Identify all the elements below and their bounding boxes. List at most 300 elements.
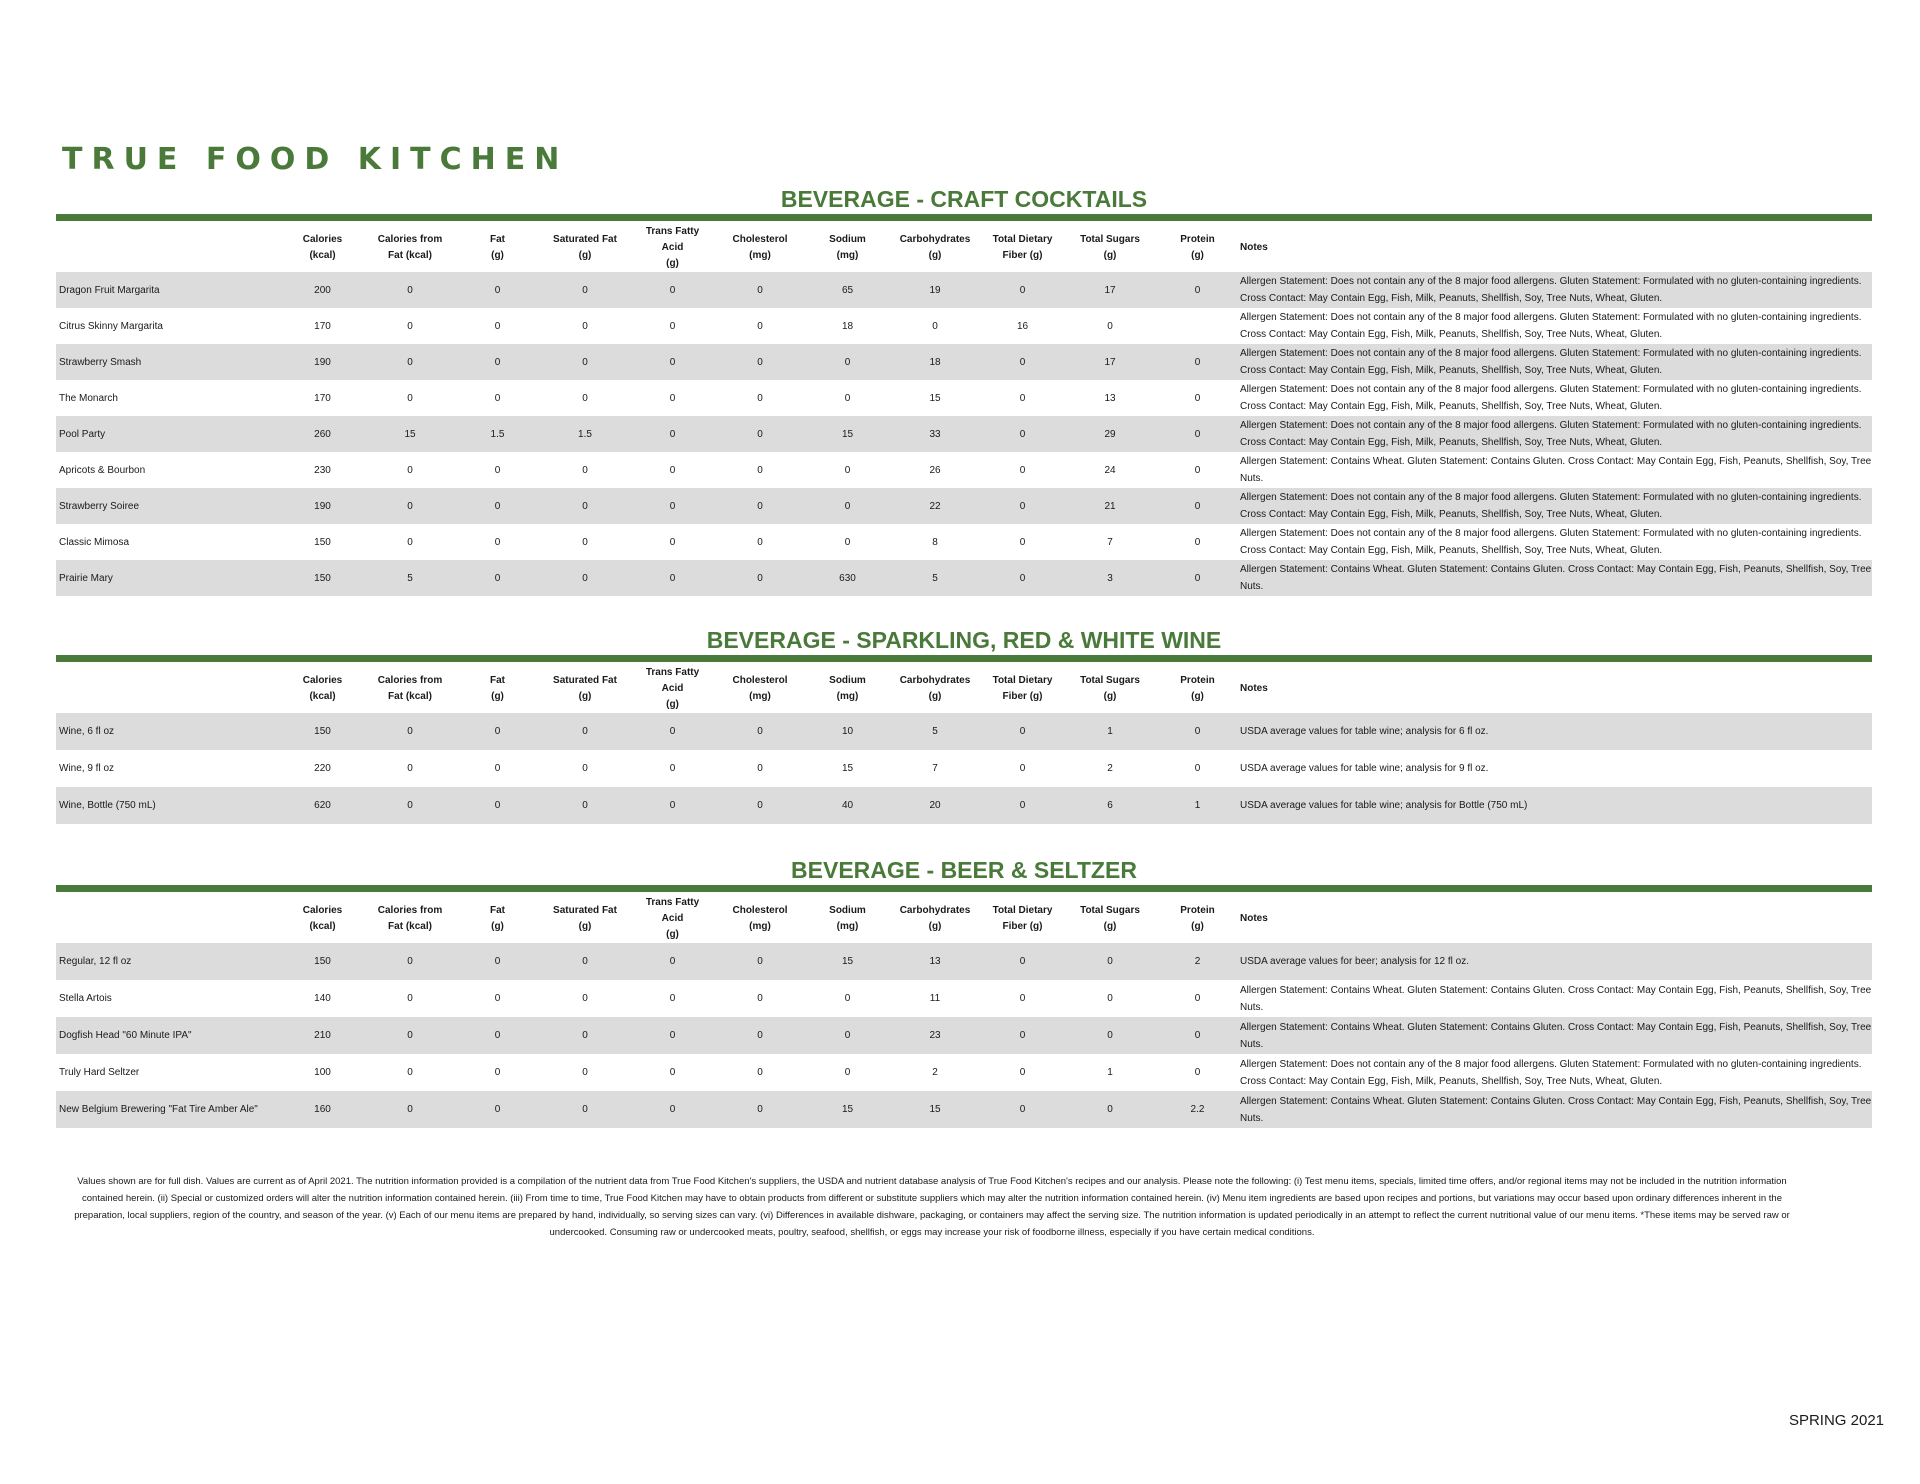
nutrient-value: 0	[1159, 272, 1236, 308]
nutrient-value: 18	[886, 344, 984, 380]
nutrient-value: 0	[361, 787, 459, 824]
nutrient-value: 0	[1194, 763, 1201, 774]
nutrient-value: 0	[1194, 464, 1201, 476]
nutrient-value: 0	[494, 320, 501, 332]
column-header-unit: (kcal)	[309, 250, 336, 261]
nutrient-value: 0	[634, 1017, 711, 1054]
nutrition-table	[56, 665, 1872, 824]
nutrient-value: 15	[929, 392, 941, 404]
section-divider	[56, 655, 1872, 662]
nutrient-value: 0	[1061, 943, 1159, 980]
nutrient-value: 0	[494, 392, 501, 404]
nutrient-value: 0	[844, 536, 851, 548]
notes-header: Notes	[1240, 913, 1268, 924]
nutrient-value: 0	[809, 488, 886, 524]
nutrient-value: 0	[1159, 488, 1236, 524]
nutrient-value: 0	[634, 787, 711, 824]
nutrient-value: 0	[459, 787, 536, 824]
nutrient-value: 0	[1107, 993, 1113, 1004]
item-name: Strawberry Smash	[56, 344, 284, 380]
table-row	[56, 416, 1872, 452]
nutrient-value: 0	[711, 787, 809, 824]
item-name: Citrus Skinny Margarita	[59, 320, 163, 332]
column-header-line: Cholesterol	[732, 675, 788, 686]
nutrient-value: 0	[494, 993, 501, 1004]
item-name: Wine, Bottle (750 mL)	[56, 787, 284, 824]
item-header	[56, 224, 284, 272]
nutrient-value: 0	[984, 713, 1061, 750]
nutrient-value: 2.2	[1159, 1091, 1236, 1128]
column-header	[536, 224, 634, 272]
column-header	[459, 895, 536, 943]
nutrient-value: 1	[1107, 1067, 1113, 1078]
nutrient-value: 0	[459, 1017, 536, 1054]
column-header-line: Total Dietary	[992, 234, 1053, 245]
column-header-line: Calories from	[377, 905, 443, 916]
nutrient-value: 0	[536, 1017, 634, 1054]
nutrient-value: 0	[536, 488, 634, 524]
column-header	[361, 895, 459, 943]
nutrient-value: 18	[841, 320, 854, 332]
item-name: Stella Artois	[59, 993, 112, 1004]
nutrient-value: 0	[536, 943, 634, 980]
table-row	[56, 980, 1872, 1017]
table-row	[56, 560, 1872, 596]
column-header-line: Cholesterol	[732, 905, 788, 916]
nutrient-value: 150	[314, 536, 331, 548]
nutrient-value: 5	[886, 713, 984, 750]
nutrient-value: 0	[1019, 1067, 1026, 1078]
nutrient-value: 1.5	[536, 416, 634, 452]
column-header-unit: (g)	[578, 250, 592, 261]
nutrient-value: 6	[1061, 787, 1159, 824]
column-header-unit: (g)	[1191, 921, 1204, 932]
nutrient-value: 620	[284, 787, 361, 824]
column-header-unit: (g)	[928, 250, 942, 261]
column-header-unit: (g)	[578, 921, 592, 932]
column-header	[711, 665, 809, 713]
section-title: BEVERAGE - BEER & SELTZER	[791, 857, 1137, 883]
nutrient-value: 0	[407, 536, 413, 548]
nutrient-value: 0	[711, 416, 809, 452]
column-header-unit: (g)	[1103, 250, 1117, 261]
nutrient-value: 24	[1104, 464, 1116, 476]
column-header	[809, 224, 886, 272]
column-header	[984, 665, 1061, 713]
column-header-line: Calories from	[377, 675, 443, 686]
column-header	[634, 224, 711, 272]
column-header-unit: (mg)	[836, 250, 859, 261]
item-notes: USDA average values for beer; analysis for 12 fl oz.	[1236, 943, 1872, 980]
nutrient-value: 140	[314, 993, 331, 1004]
item-notes: Allergen Statement: Does not contain any of the 8 major food allergens. Gluten Statement: Formulated with no gluten-containing ingredients. Cross Contact: May Contain Egg, Fish, Milk, Peanuts, Shellfish, Soy, Tree Nuts, Wheat, Gluten.	[1240, 1058, 1862, 1087]
nutrient-value: 22	[886, 488, 984, 524]
nutrient-value: 0	[711, 713, 809, 750]
column-header	[1159, 665, 1236, 713]
column-header-line: Calories	[302, 234, 343, 245]
nutrient-value: 16	[1016, 320, 1029, 332]
nutrient-value: 15	[809, 416, 886, 452]
column-header	[984, 224, 1061, 272]
nutrient-value: 0	[1159, 1017, 1236, 1054]
nutrient-value: 0	[536, 713, 634, 750]
item-name: Prairie Mary	[56, 560, 284, 596]
nutrient-value: 0	[634, 713, 711, 750]
column-header-line: Trans Fatty Acid	[645, 667, 700, 694]
item-notes: Allergen Statement: Does not contain any of the 8 major food allergens. Gluten Statement: Formulated with no gluten-containing ingredients. Cross Contact: May Contain Egg, Fish, Milk, Peanuts, Shellfish, Soy, Tree Nuts, Wheat, Gluten.	[1236, 272, 1872, 308]
column-header-unit: (g)	[491, 691, 504, 702]
header-row	[56, 224, 1872, 272]
column-header-line: Fat	[490, 905, 505, 916]
nutrient-value: 7	[932, 763, 938, 774]
nutrient-value: 0	[757, 320, 763, 332]
nutrient-value: 8	[932, 536, 938, 548]
season-label: SPRING 2021	[1788, 1412, 1884, 1429]
column-header-unit: (kcal)	[309, 691, 336, 702]
nutrient-value: 15	[886, 1091, 984, 1128]
table-row	[56, 380, 1872, 416]
column-header-line: Sodium	[829, 234, 866, 245]
nutrient-value: 15	[841, 763, 854, 774]
section-title: BEVERAGE - CRAFT COCKTAILS	[780, 186, 1148, 212]
nutrient-value: 0	[459, 344, 536, 380]
column-header-line: Carbohydrates	[899, 675, 971, 686]
nutrient-value: 23	[886, 1017, 984, 1054]
item-name: Pool Party	[56, 416, 284, 452]
table-row	[56, 344, 1872, 380]
column-header-unit: (mg)	[749, 691, 771, 702]
nutrient-value: 0	[536, 560, 634, 596]
item-name: New Belgium Brewering "Fat Tire Amber Ale"	[56, 1091, 284, 1128]
section-divider	[56, 214, 1872, 221]
nutrient-value: 0	[1019, 536, 1026, 548]
column-header-line: Protein	[1180, 234, 1215, 245]
nutrient-value: 0	[536, 1091, 634, 1128]
item-name: Dogfish Head "60 Minute IPA"	[56, 1017, 284, 1054]
item-notes: Allergen Statement: Contains Wheat. Gluten Statement: Contains Gluten. Cross Contact: May Contain Egg, Fish, Peanuts, Shellfish, Soy, Tree Nuts.	[1240, 984, 1872, 1013]
item-notes: USDA average values for table wine; analysis for 6 fl oz.	[1236, 713, 1872, 750]
nutrient-value: 0	[1159, 416, 1236, 452]
nutrient-value: 1	[1061, 713, 1159, 750]
item-header	[56, 895, 284, 943]
item-notes: Allergen Statement: Contains Wheat. Gluten Statement: Contains Gluten. Cross Contact: May Contain Egg, Fish, Peanuts, Shellfish, Soy, Tree Nuts.	[1236, 1017, 1872, 1054]
nutrient-value: 0	[757, 993, 763, 1004]
column-header-unit: (g)	[666, 258, 679, 269]
column-header-unit: (g)	[1103, 691, 1117, 702]
header-row	[56, 895, 1872, 943]
nutrient-value: 0	[459, 943, 536, 980]
item-name: Classic Mimosa	[59, 536, 130, 548]
table-row	[56, 787, 1872, 824]
nutrient-value: 0	[757, 464, 763, 476]
column-header-unit: Fiber (g)	[1002, 691, 1043, 702]
table-row	[56, 308, 1872, 344]
nutrient-value: 0	[809, 1017, 886, 1054]
item-name: Wine, 9 fl oz	[59, 763, 115, 774]
item-notes: Allergen Statement: Does not contain any of the 8 major food allergens. Gluten Statement: Formulated with no gluten-containing ingredients. Cross Contact: May Contain Egg, Fish, Milk, Peanuts, Shellfish, Soy, Tree Nuts, Wheat, Gluten.	[1240, 384, 1862, 412]
column-header-unit: (mg)	[836, 921, 859, 932]
notes-header: Notes	[1240, 242, 1268, 253]
nutrient-value: 2	[1159, 943, 1236, 980]
column-header	[1061, 224, 1159, 272]
nutrient-value: 0	[634, 560, 711, 596]
nutrient-value: 29	[1061, 416, 1159, 452]
nutrient-value: 0	[984, 488, 1061, 524]
brand-logo: TRUE FOOD KITCHEN	[62, 142, 569, 177]
item-notes: Allergen Statement: Contains Wheat. Gluten Statement: Contains Gluten. Cross Contact: May Contain Egg, Fish, Peanuts, Shellfish, Soy, Tree Nuts.	[1240, 456, 1872, 484]
nutrient-value: 0	[757, 763, 763, 774]
nutrient-value: 0	[361, 344, 459, 380]
nutrient-value: 33	[886, 416, 984, 452]
column-header-unit: (g)	[1191, 250, 1204, 261]
item-name: Wine, 6 fl oz	[56, 713, 284, 750]
nutrient-value: 0	[1019, 464, 1026, 476]
column-header-unit: (mg)	[749, 921, 771, 932]
nutrient-value: 0	[669, 763, 676, 774]
column-header	[1159, 895, 1236, 943]
column-header	[284, 224, 361, 272]
section-craft-cocktails	[56, 184, 1872, 596]
nutrient-value: 190	[284, 344, 361, 380]
column-header-unit: Fat (kcal)	[388, 921, 432, 932]
column-header-line: Carbohydrates	[899, 234, 971, 245]
column-header-line: Total Sugars	[1080, 234, 1140, 245]
column-header-line: Calories from	[377, 234, 443, 245]
item-name: Dragon Fruit Margarita	[56, 272, 284, 308]
nutrient-value: 0	[361, 272, 459, 308]
nutrient-value: 0	[711, 1091, 809, 1128]
section-wine	[56, 625, 1872, 824]
item-name: Apricots & Bourbon	[59, 464, 146, 476]
column-header	[284, 665, 361, 713]
column-header-unit: Fiber (g)	[1002, 250, 1043, 261]
disclaimer-footer: Values shown are for full dish. Values are current as of April 2021. The nutrition information provided is a compilation of the nutrient data from True Food Kitchen's suppliers, the USDA and nutrient database analysis of True Food Kitchen's recipes and our analysis. Please note the following: (i) Test menu items, specials, limited time offers, and/or regional items may not be included in the nutrition information contained herein. (ii) Special or customized orders will alter the nutrition information contained herein. (iii) From time to time, True Food Kitchen may have to obtain products from different or substitute suppliers which may alter the nutrition information contained herein. (iv) Menu item ingredients are based upon recipes and portions, but variations may occur based upon ordinary differences inherent in the preparation, local suppliers, region of the country, and season of the year. (v) Each of our menu items are prepared by hand, individually, so serving sizes can vary. (vi) Differences in available dishware, packaging, or containers may affect the serving size. The nutrition information is updated periodically in an attempt to reflect the current nutritional value of our menu items. *These items may be served raw or undercooked. Consuming raw or undercooked meats, poultry, seafood, shellfish, or eggs may increase your risk of foodborne illness, especially if you have certain medical conditions.	[74, 1176, 1790, 1238]
column-header-line: Total Sugars	[1080, 905, 1140, 916]
header-row	[56, 665, 1872, 713]
column-header-line: Trans Fatty Acid	[645, 226, 700, 253]
nutrient-value: 230	[314, 464, 331, 476]
column-header	[886, 895, 984, 943]
nutrient-value: 5	[361, 560, 459, 596]
nutrient-value: 0	[844, 392, 851, 404]
nutrient-value: 0	[582, 320, 588, 332]
column-header-line: Fat	[490, 675, 505, 686]
nutrient-value: 0	[407, 320, 413, 332]
nutrient-value: 10	[809, 713, 886, 750]
nutrient-value: 3	[1061, 560, 1159, 596]
nutrient-value: 0	[1159, 713, 1236, 750]
nutrient-value: 190	[284, 488, 361, 524]
nutrient-value: 0	[582, 464, 588, 476]
column-header-line: Total Dietary	[992, 905, 1053, 916]
nutrient-value: 0	[669, 536, 676, 548]
nutrient-value: 0	[984, 416, 1061, 452]
nutrient-value: 13	[886, 943, 984, 980]
nutrient-value: 0	[536, 787, 634, 824]
nutrient-value: 0	[407, 1067, 413, 1078]
nutrient-value: 0	[459, 272, 536, 308]
nutrient-value: 0	[711, 1017, 809, 1054]
column-header-unit: (g)	[666, 929, 679, 940]
nutrient-value: 0	[1194, 536, 1201, 548]
nutrient-value: 15	[809, 943, 886, 980]
item-notes: Allergen Statement: Does not contain any of the 8 major food allergens. Gluten Statement: Formulated with no gluten-containing ingredients. Cross Contact: May Contain Egg, Fish, Milk, Peanuts, Shellfish, Soy, Tree Nuts, Wheat, Gluten.	[1236, 488, 1872, 524]
nutrient-value: 0	[711, 560, 809, 596]
nutrient-value: 13	[1104, 392, 1116, 404]
column-header-line: Carbohydrates	[899, 905, 971, 916]
nutrient-value: 220	[314, 763, 331, 774]
nutrient-value: 0	[407, 392, 413, 404]
table-row	[56, 524, 1872, 560]
nutrient-value: 0	[582, 536, 588, 548]
nutrient-value: 0	[494, 1067, 501, 1078]
column-header-unit: (g)	[666, 699, 679, 710]
column-header-line: Total Sugars	[1080, 675, 1140, 686]
column-header-unit: (mg)	[836, 691, 859, 702]
column-header	[459, 665, 536, 713]
column-header-unit: (g)	[1191, 691, 1204, 702]
nutrient-value: 0	[361, 1091, 459, 1128]
column-header-unit: (g)	[928, 691, 942, 702]
table-row	[56, 488, 1872, 524]
item-notes: USDA average values for table wine; analysis for Bottle (750 mL)	[1236, 787, 1872, 824]
column-header	[634, 895, 711, 943]
nutrient-value: 0	[407, 763, 413, 774]
nutrient-value: 0	[634, 416, 711, 452]
nutrient-value: 0	[711, 943, 809, 980]
nutrient-value: 0	[844, 993, 851, 1004]
item-notes: Allergen Statement: Does not contain any of the 8 major food allergens. Gluten Statement: Formulated with no gluten-containing ingredients. Cross Contact: May Contain Egg, Fish, Milk, Peanuts, Shellfish, Soy, Tree Nuts, Wheat, Gluten.	[1236, 416, 1872, 452]
nutrient-value: 0	[1194, 1067, 1201, 1078]
notes-header: Notes	[1240, 683, 1268, 694]
nutrient-value: 11	[929, 993, 941, 1004]
column-header-line: Total Dietary	[992, 675, 1053, 686]
column-header-line: Trans Fatty Acid	[645, 897, 700, 924]
nutrient-value: 5	[886, 560, 984, 596]
column-header-unit: Fat (kcal)	[388, 691, 432, 702]
item-notes: Allergen Statement: Does not contain any of the 8 major food allergens. Gluten Statement: Formulated with no gluten-containing ingredients. Cross Contact: May Contain Egg, Fish, Milk, Peanuts, Shellfish, Soy, Tree Nuts, Wheat, Gluten.	[1240, 312, 1862, 340]
nutrient-value: 0	[984, 272, 1061, 308]
column-header-line: Fat	[490, 234, 505, 245]
nutrient-value: 0	[536, 344, 634, 380]
nutrient-value: 0	[984, 943, 1061, 980]
nutrition-table	[56, 224, 1872, 596]
column-header-line: Sodium	[829, 905, 866, 916]
table-row	[56, 272, 1872, 308]
column-header-unit: (g)	[928, 921, 942, 932]
nutrient-value: 0	[634, 1091, 711, 1128]
nutrient-value: 0	[582, 763, 588, 774]
table-row	[56, 943, 1872, 980]
column-header-line: Saturated Fat	[553, 234, 617, 245]
item-notes: Allergen Statement: Does not contain any of the 8 major food allergens. Gluten Statement: Formulated with no gluten-containing ingredients. Cross Contact: May Contain Egg, Fish, Milk, Peanuts, Shellfish, Soy, Tree Nuts, Wheat, Gluten.	[1236, 344, 1872, 380]
column-header	[361, 665, 459, 713]
column-header-unit: (g)	[491, 250, 504, 261]
item-notes: USDA average values for table wine; analysis for 9 fl oz.	[1240, 763, 1489, 774]
item-name: Truly Hard Seltzer	[59, 1067, 140, 1078]
nutrient-value: 0	[459, 713, 536, 750]
column-header-unit: Fiber (g)	[1002, 921, 1043, 932]
section-title: BEVERAGE - SPARKLING, RED & WHITE WINE	[706, 627, 1222, 653]
nutrient-value: 0	[669, 993, 676, 1004]
nutrient-value: 0	[494, 536, 501, 548]
column-header-unit: Fat (kcal)	[388, 250, 432, 261]
nutrient-value: 0	[1107, 320, 1113, 332]
column-header-line: Saturated Fat	[553, 675, 617, 686]
column-header	[1061, 665, 1159, 713]
column-header-unit: (g)	[1103, 921, 1117, 932]
nutrient-value: 0	[1019, 392, 1026, 404]
nutrient-value: 0	[984, 1091, 1061, 1128]
item-name: Strawberry Soiree	[56, 488, 284, 524]
section-divider	[56, 885, 1872, 892]
column-header-line: Protein	[1180, 905, 1215, 916]
column-header-line: Calories	[302, 905, 343, 916]
nutrient-value: 0	[1194, 392, 1201, 404]
nutrient-value: 0	[494, 464, 501, 476]
column-header	[886, 665, 984, 713]
nutrient-value: 15	[809, 1091, 886, 1128]
nutrient-value: 0	[361, 488, 459, 524]
nutrient-value: 0	[459, 1091, 536, 1128]
item-notes: Allergen Statement: Contains Wheat. Gluten Statement: Contains Gluten. Cross Contact: May Contain Egg, Fish, Peanuts, Shellfish, Soy, Tree Nuts.	[1236, 1091, 1872, 1128]
nutrient-value: 0	[407, 464, 413, 476]
nutrient-value: 0	[711, 344, 809, 380]
nutrient-value: 0	[669, 1067, 676, 1078]
column-header-line: Cholesterol	[732, 234, 788, 245]
column-header-unit: (g)	[491, 921, 504, 932]
nutrient-value: 170	[314, 320, 331, 332]
nutrient-value: 0	[844, 1067, 851, 1078]
nutrient-value: 0	[582, 1067, 588, 1078]
table-row	[56, 750, 1872, 787]
column-header	[361, 224, 459, 272]
nutrient-value: 2	[1107, 763, 1113, 774]
item-header	[56, 665, 284, 713]
column-header	[711, 224, 809, 272]
nutrient-value: 0	[582, 392, 588, 404]
column-header-unit: (mg)	[749, 250, 771, 261]
nutrient-value: 19	[886, 272, 984, 308]
nutrient-value: 0	[711, 488, 809, 524]
nutrient-value: 0	[711, 272, 809, 308]
nutrient-value: 0	[1019, 763, 1026, 774]
nutrient-value: 200	[284, 272, 361, 308]
nutrient-value: 0	[1019, 993, 1026, 1004]
column-header	[711, 895, 809, 943]
table-row	[56, 1017, 1872, 1054]
column-header	[284, 895, 361, 943]
column-header	[809, 895, 886, 943]
nutrient-value: 0	[984, 787, 1061, 824]
column-header-line: Calories	[302, 675, 343, 686]
table-row	[56, 1054, 1872, 1091]
nutrient-value: 0	[1061, 1017, 1159, 1054]
nutrient-value: 0	[932, 320, 938, 332]
item-notes: Allergen Statement: Does not contain any of the 8 major food allergens. Gluten Statement: Formulated with no gluten-containing ingredients. Cross Contact: May Contain Egg, Fish, Milk, Peanuts, Shellfish, Soy, Tree Nuts, Wheat, Gluten.	[1240, 528, 1862, 556]
nutrient-value: 0	[757, 536, 763, 548]
nutrient-value: 150	[284, 943, 361, 980]
column-header-unit: (g)	[578, 691, 592, 702]
nutrient-value: 150	[284, 560, 361, 596]
nutrient-value: 0	[536, 272, 634, 308]
nutrient-value: 0	[361, 713, 459, 750]
nutrient-value: 0	[1159, 344, 1236, 380]
column-header	[634, 665, 711, 713]
nutrient-value: 0	[669, 464, 676, 476]
nutrient-value: 0	[669, 392, 676, 404]
table-row	[56, 452, 1872, 488]
